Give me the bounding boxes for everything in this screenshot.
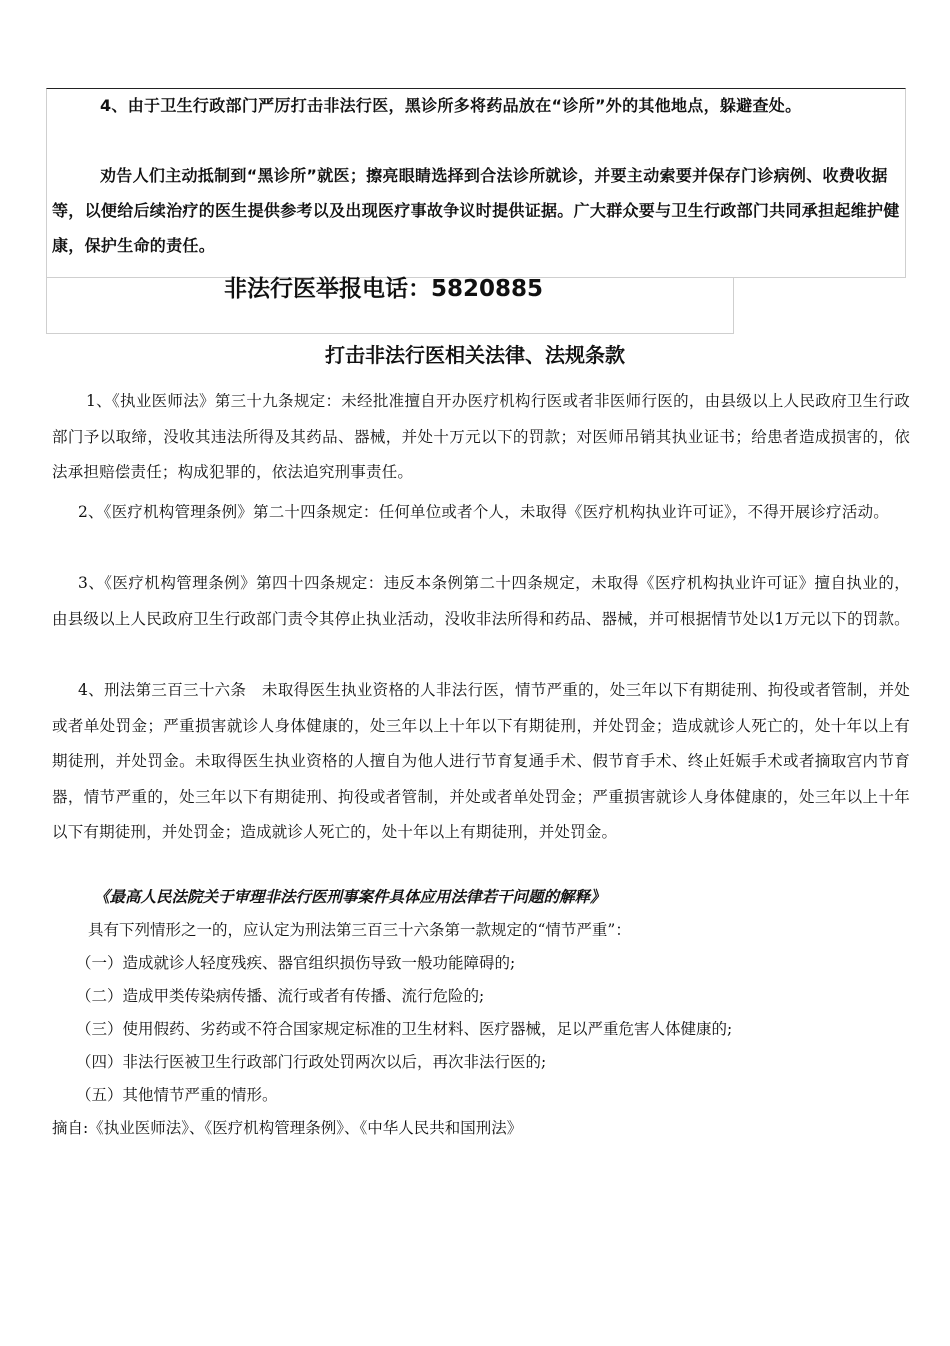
interpretation-title: 《最高人民法院关于审理非法行医刑事案件具体应用法律若干问题的解释》 — [94, 888, 606, 906]
law-clause-2 — [52, 495, 910, 531]
interpretation-item-5: （五）其他情节严重的情形。 — [76, 1086, 278, 1104]
source-citation: 摘自:《执业医师法》、《医疗机构管理条例》、《中华人民共和国刑法》 — [52, 1119, 523, 1137]
report-hotline: 非法行医举报电话：5820885 — [224, 276, 544, 302]
notice-text-2: 劝告人们主动抵制到“黑诊所”就医；擦亮眼睛选择到合法诊所就诊，并要主动索要并保存门诊病例、收费收据等，以便给后续治疗的医生提供参考以及出现医疗事故争议时提供证据。广大群众要与卫生行政部门共同承担起维护健康，保护生命的责任。 — [52, 166, 900, 255]
law-clause-1 — [52, 384, 910, 491]
interpretation-item-2: （二）造成甲类传染病传播、流行或者有传播、流行危险的; — [76, 987, 485, 1005]
interpretation-item-3: （三）使用假药、劣药或不符合国家规定标准的卫生材料、医疗器械，足以严重危害人体健康的; — [76, 1020, 733, 1038]
interpretation-intro: 具有下列情形之一的，应认定为刑法第三百三十六条第一款规定的“情节严重”： — [88, 921, 631, 939]
law-clause-3 — [52, 566, 910, 637]
law-clause-1-text: 1、《执业医师法》第三十九条规定：未经批准擅自开办医疗机构行医或者非医师行医的，由县级以上人民政府卫生行政部门予以取缔，没收其违法所得及其药品、器械，并处十万元以下的罚款；对医师吊销其执业证书；给患者造成损害的，依法承担赔偿责任；构成犯罪的，依法追究刑事责任。 — [52, 392, 910, 481]
law-clause-4-text: 4、刑法第三百三十六条 未取得医生执业资格的人非法行医，情节严重的，处三年以下有期徒刑、拘役或者管制，并处或者单处罚金；严重损害就诊人身体健康的，处三年以上十年以下有期徒刑，并处罚金；造成就诊人死亡的，处十年以上有期徒刑，并处罚金。未取得医生执业资格的人擅自为他人进行节育复通手术、假节育手术、终止妊娠手术或者摘取宫内节育器，情节严重的，处三年以下有期徒刑、拘役或者管制，并处或者单处罚金；严重损害就诊人身体健康的，处三年以上十年以下有期徒刑，并处罚金；造成就诊人死亡的，处十年以上有期徒刑，并处罚金。 — [52, 681, 910, 841]
notice-paragraph-2 — [52, 158, 902, 263]
interpretation-item-4: （四）非法行医被卫生行政部门行政处罚两次以后，再次非法行医的; — [76, 1053, 547, 1071]
law-clause-3-text: 3、《医疗机构管理条例》第四十四条规定：违反本条例第二十四条规定，未取得《医疗机构执业许可证》擅自执业的，由县级以上人民政府卫生行政部门责令其停止执业活动，没收非法所得和药品、器械，并可根据情节处以1万元以下的罚款。 — [52, 574, 910, 628]
section-title: 打击非法行医相关法律、法规条款 — [325, 343, 625, 367]
law-clause-4 — [52, 673, 910, 851]
notice-text-1: 4、由于卫生行政部门严厉打击非法行医，黑诊所多将药品放在“诊所”外的其他地点，躲避查处。 — [100, 96, 802, 115]
law-clause-2-text: 2、《医疗机构管理条例》第二十四条规定：任何单位或者个人，未取得《医疗机构执业许可证》，不得开展诊疗活动。 — [78, 503, 889, 521]
notice-paragraph-1 — [52, 88, 902, 123]
interpretation-item-1: （一）造成就诊人轻度残疾、器官组织损伤导致一般功能障碍的; — [76, 954, 516, 972]
